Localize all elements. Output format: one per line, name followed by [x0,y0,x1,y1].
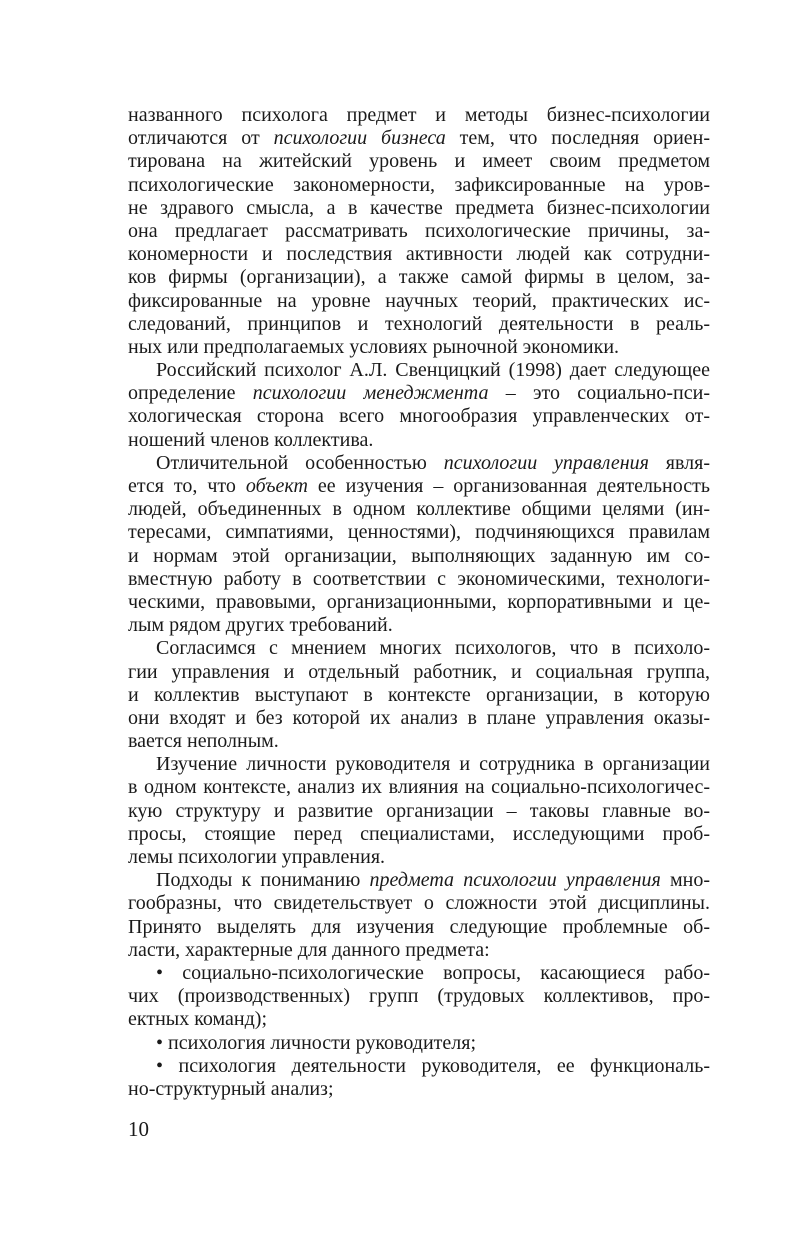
text-line: фиксированные на уровне научных теорий, практических ис- [128,289,710,312]
text-line: она предлагает рассматривать психологические причины, за- [128,219,710,242]
text-line: ных или предполагаемых условиях рыночной экономики. [128,335,620,358]
text-run: тем, что последняя ориен- [445,127,711,150]
text-line: в одном контексте, анализ их влияния на социально-психологичес- [128,776,710,799]
text-line: ласти, характерные для данного предмета: [128,938,490,961]
page-number: 10 [128,1117,149,1141]
text-line: ектных команд); [128,1008,268,1031]
text-line [128,382,710,405]
text-line: ков фирмы (организации), а также самой фирмы в целом, за- [128,266,710,289]
text-line: Принято выделять для изучения следующие проблемные об- [128,915,710,938]
text-run: ее изучения – организованная деятельность [307,475,710,497]
text-line: тересами, симпатиями, ценностями), подчиняющихся правилам [128,521,710,544]
text-line: ческими, правовыми, организационными, корпоративными и це- [128,590,710,613]
text-line: и коллектив выступают в контексте организации, в которую [128,683,710,706]
text-line: они входят и без которой их анализ в плане управления оказы- [128,706,710,729]
text-line: просы, стоящие перед специалистами, исследующими проб- [128,822,710,845]
text-line: Российский психолог А.Л. Свенцицкий (1998) дает следующее [156,359,710,382]
italic-term: предмета психологии управления [369,869,661,892]
text-line: • социально-психологические вопросы, касающиеся рабо- [156,961,710,984]
text-line: лым рядом других требований. [128,614,393,637]
text-line: следований, принципов и технологий деятельности в реаль- [128,312,710,335]
text-line [128,475,710,498]
text-line: • психология деятельности руководителя, ее функциональ- [156,1054,710,1077]
text-line: и нормам этой организации, выполняющих заданную им со- [128,544,710,567]
text-line: тирована на житейский уровень и имеет своим предметом [128,150,710,173]
text-line: гообразны, что свидетельствует о сложности этой дисциплины. [128,892,710,915]
italic-term: объект [245,475,308,497]
text-line: не здравого смысла, а в качестве предмета бизнес-психологии [128,196,710,219]
text-run: отличаются от [128,127,274,150]
text-line: психологические закономерности, зафиксированные на уров- [128,173,710,196]
text-run: мно- [660,869,711,892]
text-line: хологическая сторона всего многообразия управленческих от- [128,405,710,428]
italic-term: психологии менеджмента [252,382,489,405]
text-run: Подходы к пониманию [156,869,370,892]
text-line: названного психолога предмет и методы бизнес-психологии [128,104,710,126]
text-line: людей, объединенных в одном коллективе общими целями (ин- [128,498,710,521]
text-line: лемы психологии управления. [128,846,386,868]
text-line [128,452,710,475]
text-line: но-структурный анализ; [128,1077,334,1100]
text-line: кономерности и последствия активности людей как сотрудни- [128,243,710,266]
text-line [128,127,710,150]
text-line: вместную работу в соответствии с экономическими, технологи- [128,567,710,590]
italic-term: психологии бизнеса [273,127,446,150]
text-run: явля- [648,451,710,474]
text-line: ношений членов коллектива. [128,428,374,451]
text-line: Изучение личности руководителя и сотрудника в организации [156,753,710,776]
text-run: определение [128,382,253,405]
book-page-text [128,104,710,1101]
text-run: – это социально-пси- [488,382,710,405]
text-run: Отличительной особенностью [156,451,444,474]
text-line: • психология личности руководителя; [156,1031,477,1054]
text-line: кую структуру и развитие организации – таковы главные во- [128,799,710,822]
text-line: гии управления и отдельный работник, и социальная группа, [128,660,710,683]
text-line: чих (производственных) групп (трудовых коллективов, про- [128,985,710,1008]
text-line [128,869,710,892]
text-line: вается неполным. [128,730,279,753]
italic-term: психологии управления [443,451,649,474]
text-run: ется то, что [128,475,246,497]
text-line: Согласимся с мнением многих психологов, что в психоло- [156,637,710,660]
